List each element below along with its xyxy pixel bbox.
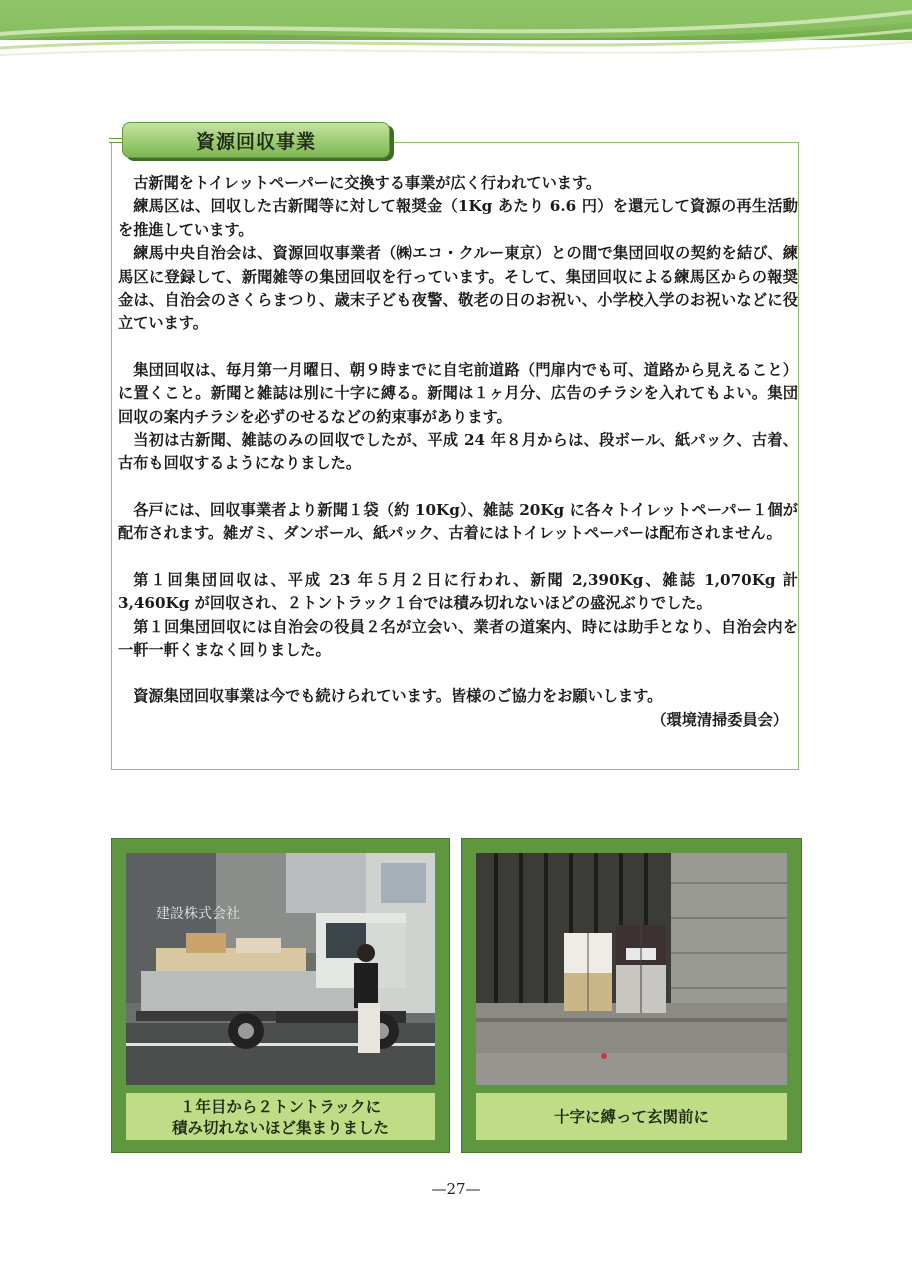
page-number: —27— <box>431 1180 481 1198</box>
building-sign: 建設株式会社 <box>156 906 240 922</box>
header-decoration <box>0 0 912 60</box>
photo-card-truck <box>111 838 450 1153</box>
paragraph: 第１回集団回収は、平成 23 年５月２日に行われ、新聞 2,390Kg、雑誌 1,070Kg 計 3,460Kg が回収され、２トントラック１台では積み切れないほどの盛況ぶりでした。 <box>118 570 798 613</box>
bundles-photo <box>476 853 787 1085</box>
paragraph: 練馬中央自治会は、資源回収事業者（㈱エコ・クルー東京）との間で集団回収の契約を結び、練馬区に登録して、新聞雑等の集団回収を行っています。そして、集団回収による練馬区からの報奨金は、自治会のさくらまつり、歳末子ども夜警、敬老の日のお祝い、小学校入学のお祝いなどに役立ています。 <box>118 244 798 333</box>
photo-caption: 十字に縛って玄関前に <box>476 1093 787 1140</box>
paragraph: 集団回収は、毎月第一月曜日、朝９時までに自宅前道路（門扉内でも可、道路から見えること）に置くこと。新聞と雑誌は別に十字に縛る。新聞は１ヶ月分、広告のチラシを入れてもよい。集団回収の案内チラシを必ずのせるなどの約束事があります。 <box>118 360 798 426</box>
signature: （環境清掃委員会） <box>651 710 788 729</box>
truck-photo <box>126 853 435 1085</box>
paragraph: 第１回集団回収には自治会の役員２名が立会い、業者の道案内、時には助手となり、自治会内を一軒一軒くまなく回りました。 <box>118 617 798 659</box>
paragraph: 当初は古新聞、雑誌のみの回収でしたが、平成 24 年８月からは、段ボール、紙パック、古着、古布も回収するようになりました。 <box>118 431 798 473</box>
photo-caption: １年目から２トントラックに 積み切れないほど集まりました <box>126 1093 435 1140</box>
photo-card-bundles <box>461 838 802 1153</box>
tab-decoration <box>109 138 123 143</box>
section-title-tab <box>122 122 390 158</box>
paragraph: 練馬区は、回収した古新聞等に対して報奨金（1Kg あたり 6.6 円）を還元して資源の再生活動を推進しています。 <box>118 197 798 239</box>
paragraph: 資源集団回収事業は今でも続けられています。皆様のご協力をお願いします。 <box>133 687 663 706</box>
paragraph: 古新聞をトイレットペーパーに交換する事業が広く行われています。 <box>133 174 602 192</box>
paragraph: 各戸には、回収事業者より新聞１袋（約 10Kg）、雑誌 20Kg に各々トイレットペーパー１個が配布されます。雑ガミ、ダンボール、紙パック、古着にはトイレットペーパーは配布されません。 <box>118 500 798 543</box>
section-title: 資源回収事業 <box>195 130 316 153</box>
article-body <box>118 172 798 732</box>
